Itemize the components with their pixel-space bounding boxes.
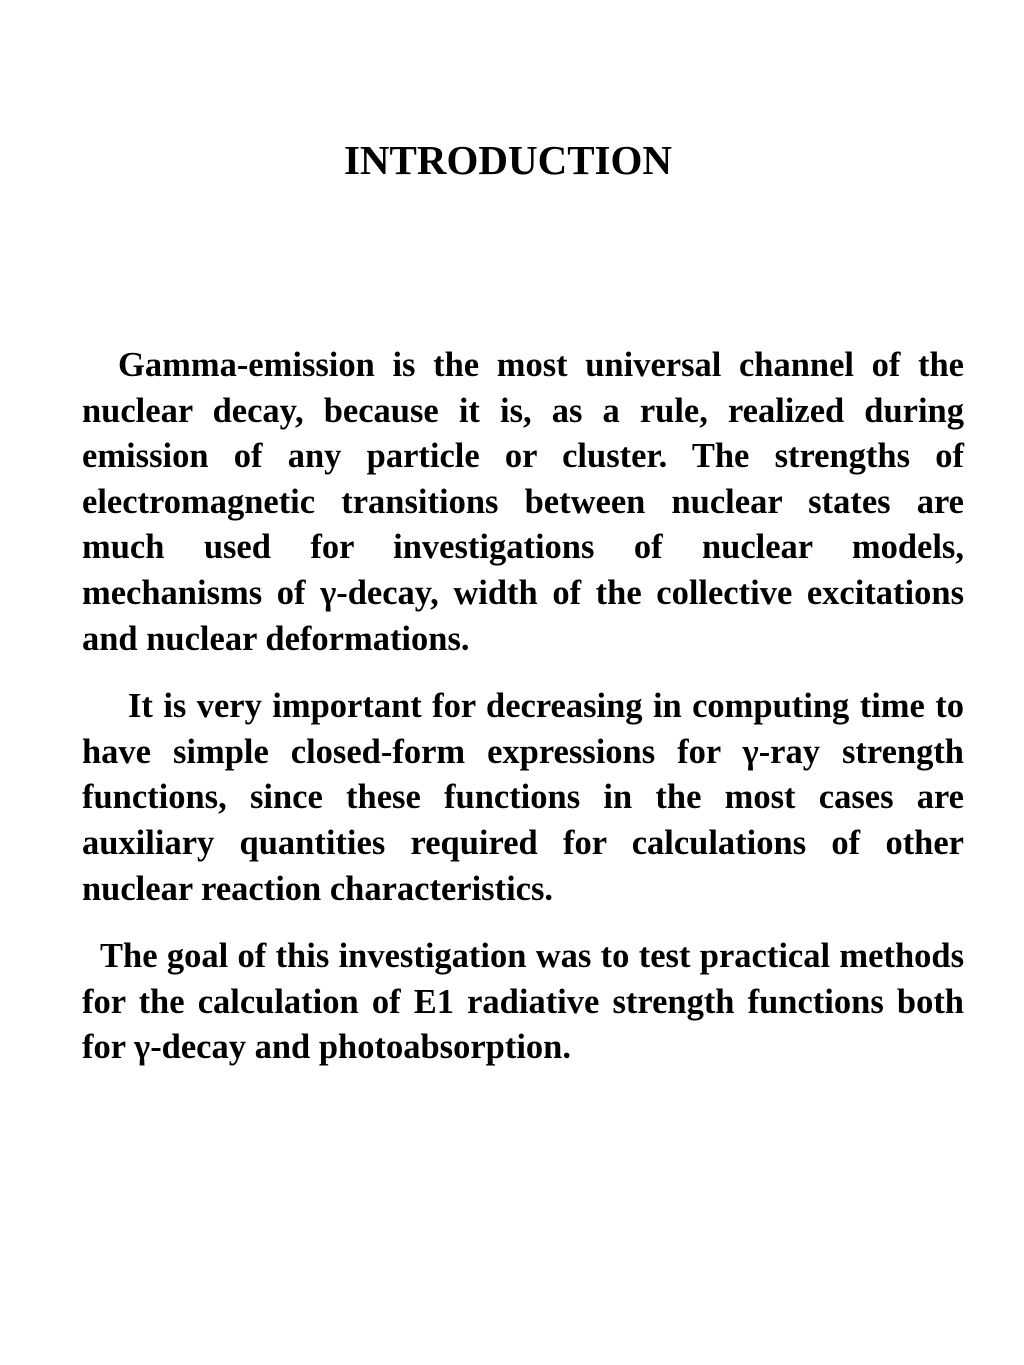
page-title: INTRODUCTION <box>343 137 673 183</box>
body-text <box>82 343 964 1071</box>
paragraph-investigation-goal: The goal of this investigation was to test practical methods for the calculation of E1 radiative strength functions both for γ-decay and photoabsorption. <box>82 937 964 1067</box>
paragraph-gamma-emission: Gamma-emission is the most universal channel of the nuclear decay, because it is, as a rule, realized during emission of any particle or cluster. The strengths of electromagnetic transitions between nuclear states are much used for investigations of nuclear models, mechanisms of γ-decay, width of the collective excitations and nuclear deformations. <box>82 346 964 658</box>
paragraph-computing-time: It is very important for decreasing in computing time to have simple closed-form expressions for γ-ray strength functions, since these functions in the most cases are auxiliary quantities required for calculations of other nuclear reaction characteristics. <box>82 687 964 908</box>
